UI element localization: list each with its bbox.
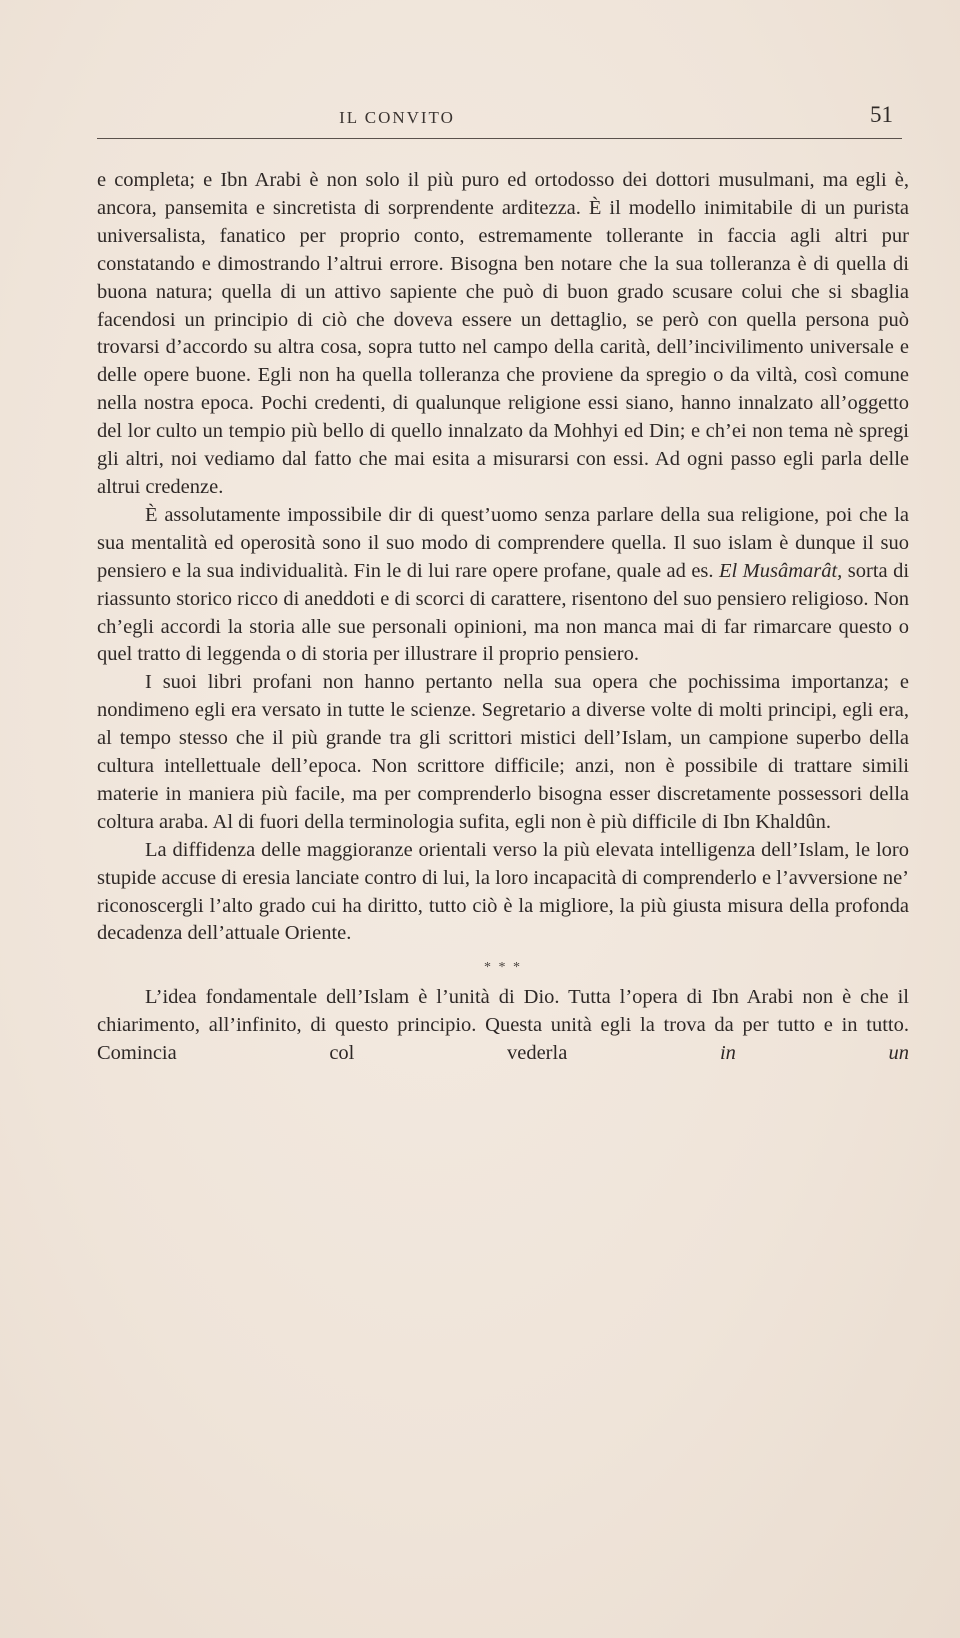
paragraph-2 [97, 502, 909, 669]
paragraph-1: e completa; e Ibn Arabi è non solo il più puro ed ortodosso dei dottori musulmani, ma egli è, ancora, pansemita e sincretista di sorprendente arditezza. È il modello inimitabile di un purista universalista, fanatico per proprio conto, estremamente tollerante in faccia agli altri pur constatando e dimostrando l’altrui errore. Bisogna ben notare che la sua tolleranza è di quella di buona natura; quella di un attivo sapiente che può di buon grado scusare colui che si sbaglia facendosi un principio di ciò che doveva essere un dettaglio, se però con quella persona può trovarsi d’accordo su altra cosa, sopra tutto nel campo della carità, dell’incivilimento universale e delle opere buone. Egli non ha quella tolleranza che proviene da spregio o da viltà, così comune nella nostra epoca. Pochi credenti, di qualunque religione essi siano, hanno innalzato all’oggetto del lor culto un tempio più bello di quello innalzato da Mohhyi ed Din; e ch’ei non tema nè spregi gli altri, noi vediamo dal fatto che mai esita a misurarsi con essi. Ad ogni passo egli parla delle altrui credenze. [97, 169, 909, 498]
running-title: IL CONVITO [339, 108, 455, 127]
page-number: 51 [870, 102, 893, 127]
header-rule [97, 138, 902, 139]
paragraph-2-text-a: È assolutamente impossibile dir di quest’uomo senza parlare della sua religione, poi che la sua mentalità ed operosità sono il suo modo di comprendere quella. Il suo islam è dunque il suo pensiero e la sua individualità. Fin le di lui rare opere profane, quale ad es. [97, 503, 909, 582]
work-title-italic: El Musâmarât, [718, 559, 843, 582]
paragraph-5 [97, 984, 909, 1068]
paragraph-5-italic: in un [719, 1042, 910, 1065]
body-text [97, 167, 909, 1068]
page-header [97, 100, 917, 140]
paragraph-3: I suoi libri profani non hanno pertanto nella sua opera che pochissima importanza; e nondimeno egli era versato in tutte le scienze. Segretario a diverse volte di molti principi, egli era, al tempo stesso che il più grande tra gli scrittori mistici dell’Islam, un campione superbo della cultura intellettuale dell’epoca. Non scrittore difficile; anzi, non è possibile di trattare simili materie in maniera più facile, ma per comprenderlo bisogna esser discretamente possessori della coltura araba. Al di fuori della terminologia sufita, egli non è più difficile di Ibn Khaldûn. [97, 671, 909, 833]
paragraph-2-text-b: sorta di riassunto storico ricco di aneddoti e di scorci di carattere, risentono del suo pensiero religioso. Non ch’egli accordi la storia alle sue personali opinioni, ma non manca mai di far rimarcare questo o quel tratto di leggenda o di storia per illustrare il proprio pensiero. [97, 559, 910, 666]
paragraph-5-text: L’idea fondamentale dell’Islam è l’unità di Dio. Tutta l’opera di Ibn Arabi non è che il chiarimento, all’infinito, di questo principio. Questa unità egli la trova da per tutto e in tutto. Comincia col vederla [97, 986, 909, 1065]
section-separator: * * * [484, 960, 522, 976]
paragraph-4: La diffidenza delle maggioranze orientali verso la più elevata intelligenza dell’Islam, le loro stupide accuse di eresia lanciate contro di lui, la loro incapacità di comprenderlo e l’avversione ne’ riconoscergli l’alto grado cui ha diritto, tutto ciò è la migliore, la più giusta misura della profonda decadenza dell’attuale Oriente. [97, 838, 909, 945]
